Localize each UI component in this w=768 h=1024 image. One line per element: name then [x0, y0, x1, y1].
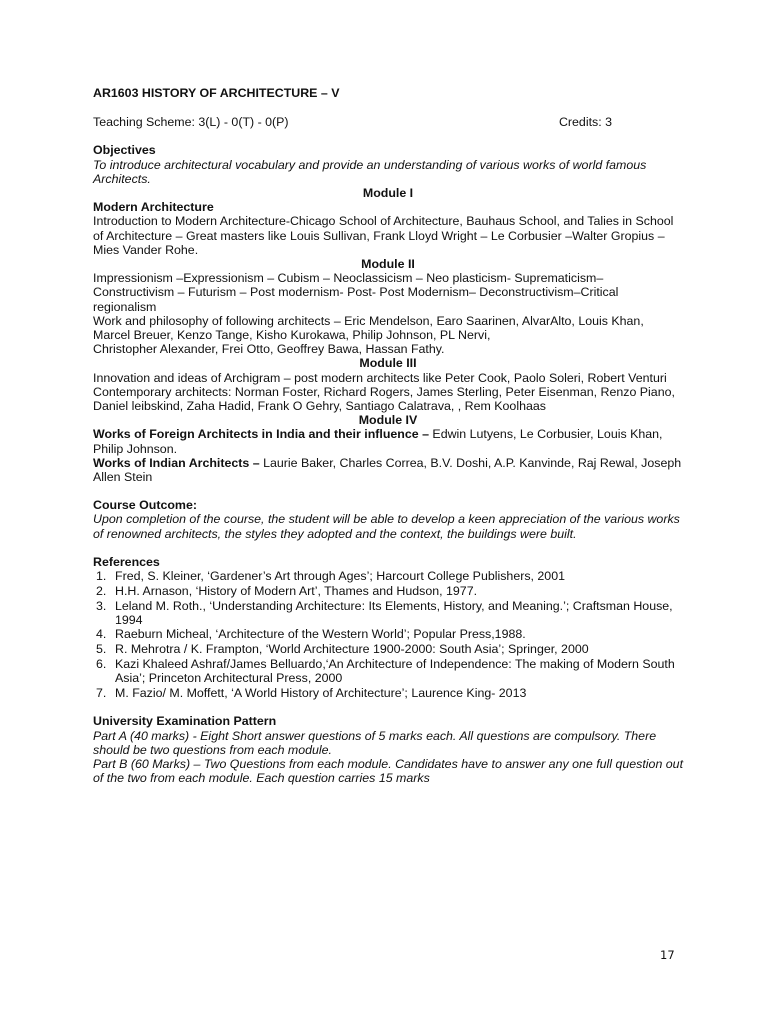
reference-number: 6. [96, 656, 107, 671]
reference-number: 4. [96, 627, 107, 642]
credits: Credits: 3 [558, 115, 612, 130]
reference-text: Raeburn Micheal, ‘Architecture of the Western World’; Popular Press,1988. [115, 627, 526, 642]
references-list [93, 569, 683, 700]
module-4-indian-text: Laurie Baker, Charles Correa, B.V. Doshi, A.P. Kanvinde, Raj Rewal, Joseph Allen Stein [93, 455, 682, 485]
teaching-scheme: Teaching Scheme: 3(L) - 0(T) - 0(P) [93, 115, 289, 130]
module-2-heading: Module II [361, 257, 415, 272]
reference-number: 5. [96, 642, 107, 657]
exam-part-a: Part A (40 marks) - Eight Short answer questions of 5 marks each. All questions are compulsory. There should be two questions from each module. [93, 728, 657, 757]
module-1-heading: Module I [362, 186, 414, 201]
exam-part-b: Part B (60 Marks) – Two Questions from each module. Candidates have to answer any one full question out of the two from each module. Each question carries 15 marks [93, 757, 684, 786]
module-4-heading: Module IV [358, 413, 418, 428]
reference-item [93, 657, 683, 685]
reference-item [93, 569, 683, 583]
reference-text: Leland M. Roth., ‘Understanding Architecture: Its Elements, History, and Meaning.’; Craftsman House, 1994 [115, 598, 673, 627]
reference-number: 3. [96, 598, 107, 613]
module-1-text: Introduction to Modern Architecture-Chicago School of Architecture, Bauhaus School, and Talies in School of Architecture – Great masters like Louis Sullivan, Frank Lloyd Wright – Le Corbusier –Walter Gropius – Mies Vander Rohe. [93, 214, 674, 257]
page-number: 17 [660, 948, 675, 962]
module-3-contemporary: Contemporary architects: Norman Foster, Richard Rogers, James Sterling, Peter Eisenman, Renzo Piano, Daniel leibskind, Zaha Hadid, Frank O Gehry, Santiago Calatrava, , Rem Koolhaas [93, 384, 675, 414]
reference-text: Kazi Khaleed Ashraf/James Belluardo,‘An Architecture of Independence: The making of Modern South Asia’; Princeton Architectural Press, 2000 [115, 656, 675, 686]
reference-item [93, 584, 683, 598]
outcome-text: Upon completion of the course, the student will be able to develop a keen appreciation of the various works of renowned architects, the styles they adopted and the context, the buildings were built. [93, 512, 680, 541]
module-4-indian [93, 456, 683, 484]
reference-text: R. Mehrotra / K. Frampton, ‘World Architecture 1900-2000: South Asia’; Springer, 2000 [115, 642, 589, 657]
teaching-scheme-row [93, 115, 612, 129]
module-2-architects: Work and philosophy of following architects – Eric Mendelson, Earo Saarinen, AlvarAlto, Louis Khan, Marcel Breuer, Kenzo Tange, Kisho Kurokawa, Philip Johnson, PL Nervi, [93, 313, 644, 343]
reference-item [93, 642, 683, 656]
outcome-heading: Course Outcome: [93, 498, 197, 513]
reference-text: H.H. Arnason, ‘History of Modern Art’, Thames and Hudson, 1977. [115, 583, 478, 598]
objectives-text: To introduce architectural vocabulary and provide an understanding of various works of world famous Architects. [93, 157, 647, 186]
module-2-architects-cont: Christopher Alexander, Frei Otto, Geoffrey Bawa, Hassan Fathy. [93, 342, 445, 357]
references-heading: References [93, 554, 160, 569]
reference-number: 2. [96, 583, 107, 598]
reference-item [93, 686, 683, 700]
reference-item [93, 627, 683, 641]
module-4-foreign-label: Works of Foreign Architects in India and their influence – [93, 427, 429, 442]
reference-number: 7. [96, 685, 107, 700]
module-4-foreign-text: Edwin Lutyens, Le Corbusier, Louis Khan, Philip Johnson. [93, 427, 663, 456]
module-4-foreign [93, 427, 683, 455]
reference-item [93, 599, 683, 627]
syllabus-page [93, 86, 683, 785]
module-3-heading: Module III [359, 356, 417, 371]
objectives-heading: Objectives [93, 143, 156, 158]
course-title: AR1603 HISTORY OF ARCHITECTURE – V [93, 86, 340, 100]
module-3-archigram: Innovation and ideas of Archigram – post modern architects like Peter Cook, Paolo Soleri, Robert Venturi [93, 370, 667, 385]
module-1-subheading: Modern Architecture [93, 200, 214, 215]
reference-number: 1. [96, 569, 107, 584]
module-2-movements: Impressionism –Expressionism – Cubism – Neoclassicism – Neo plasticism- Suprematicism– Constructivism – Futurism – Post modernism- Post- Post Modernism– Deconstructivism–Critical regionalism [93, 271, 619, 314]
exam-heading: University Examination Pattern [93, 714, 277, 729]
reference-text: Fred, S. Kleiner, ‘Gardener’s Art through Ages’; Harcourt College Publishers, 2001 [115, 569, 565, 584]
module-4-indian-label: Works of Indian Architects – [93, 455, 260, 470]
reference-text: M. Fazio/ M. Moffett, ‘A World History of Architecture’; Laurence King- 2013 [115, 685, 527, 700]
